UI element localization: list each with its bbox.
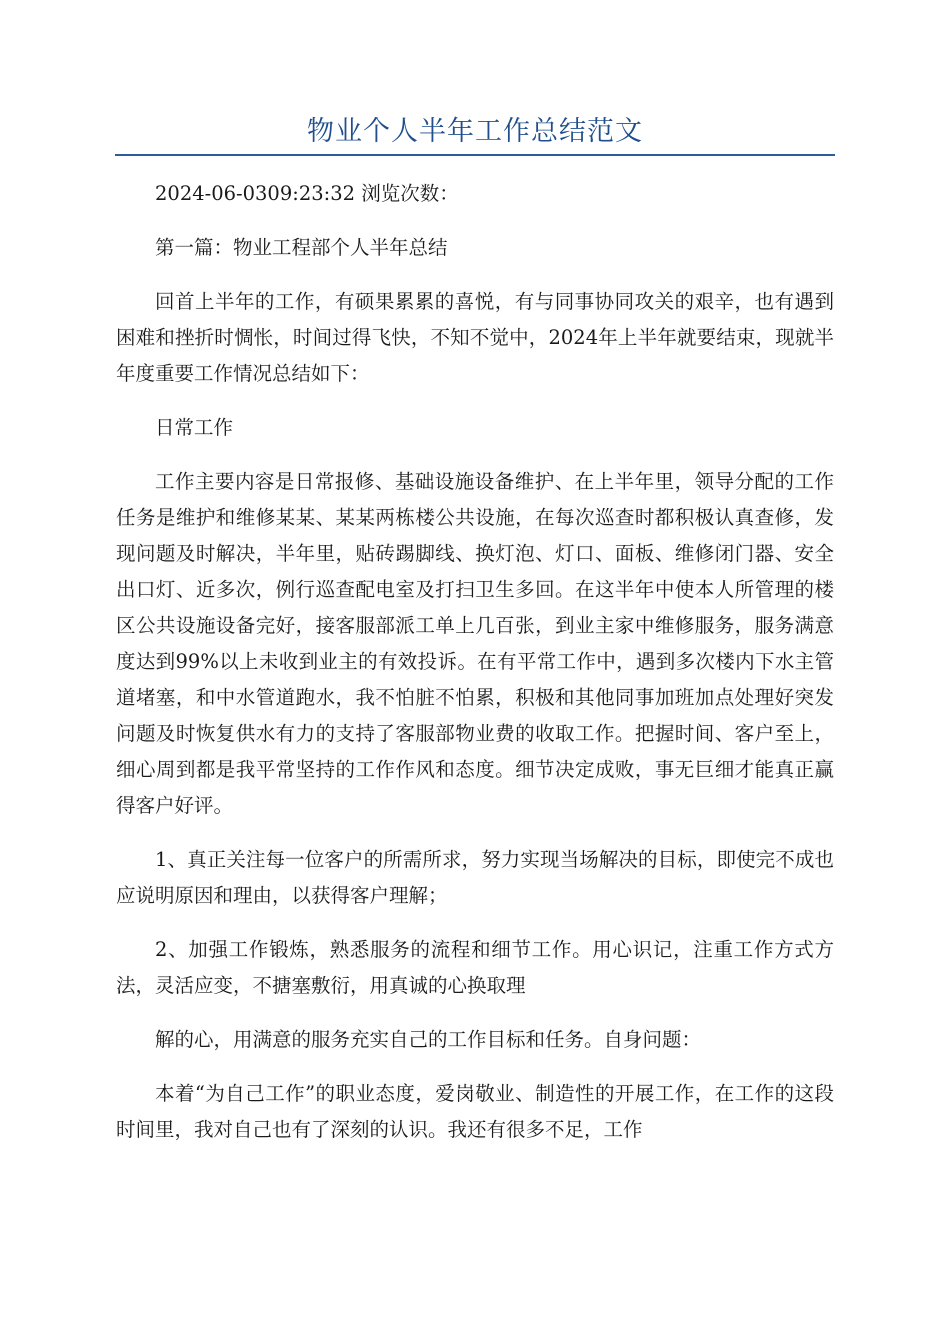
title-divider	[115, 154, 835, 156]
paragraph: 工作主要内容是日常报修、基础设施设备维护、在上半年里，领导分配的工作任务是维护和维修某某、某某两栋楼公共设施，在每次巡查时都积极认真查修，发现问题及时解决，半年里，贴砖踢脚线、换灯泡、灯口、面板、维修闭门器、安全出口灯、近多次，例行巡查配电室及打扫卫生多回。在这半年中使本人所管理的楼区公共设施设备完好，接客服部派工单上几百张，到业主家中维修服务，服务满意度达到99%以上未收到业主的有效投诉。在有平常工作中，遇到多次楼内下水主管道堵塞，和中水管道跑水，我不怕脏不怕累，积极和其他同事加班加点处理好突发问题及时恢复供水有力的支持了客服部物业费的收取工作。把握时间、客户至上，细心周到都是我平常坚持的工作作风和态度。细节决定成败，事无巨细才能真正赢得客户好评。	[116, 470, 834, 817]
paragraph: 解的心，用满意的服务充实自己的工作目标和任务。自身问题：	[155, 1028, 702, 1051]
document-body	[116, 176, 834, 1166]
paragraph: 回首上半年的工作，有硕果累累的喜悦，有与同事协同攻关的艰辛，也有遇到困难和挫折时惆怅，时间过得飞快，不知不觉中，2024年上半年就要结束，现就半年度重要工作情况总结如下：	[116, 290, 834, 385]
paragraph: 本着“为自己工作”的职业态度，爱岗敬业、制造性的开展工作，在工作的这段时间里，我对自己也有了深刻的认识。我还有很多不足，工作	[116, 1082, 834, 1141]
list-item: 1、真正关注每一位客户的所需所求，努力实现当场解决的目标，即使完不成也应说明原因和理由，以获得客户理解；	[116, 848, 834, 907]
document-title: 物业个人半年工作总结范文	[307, 116, 643, 147]
meta-line: 2024-06-0309:23:32 浏览次数：	[155, 182, 459, 205]
section-heading: 第一篇：物业工程部个人半年总结	[155, 236, 448, 259]
subheading: 日常工作	[155, 416, 234, 439]
list-item: 2、加强工作锻炼，熟悉服务的流程和细节工作。用心识记，注重工作方式方法，灵活应变，不搪塞敷衍，用真诚的心换取理	[116, 938, 834, 997]
